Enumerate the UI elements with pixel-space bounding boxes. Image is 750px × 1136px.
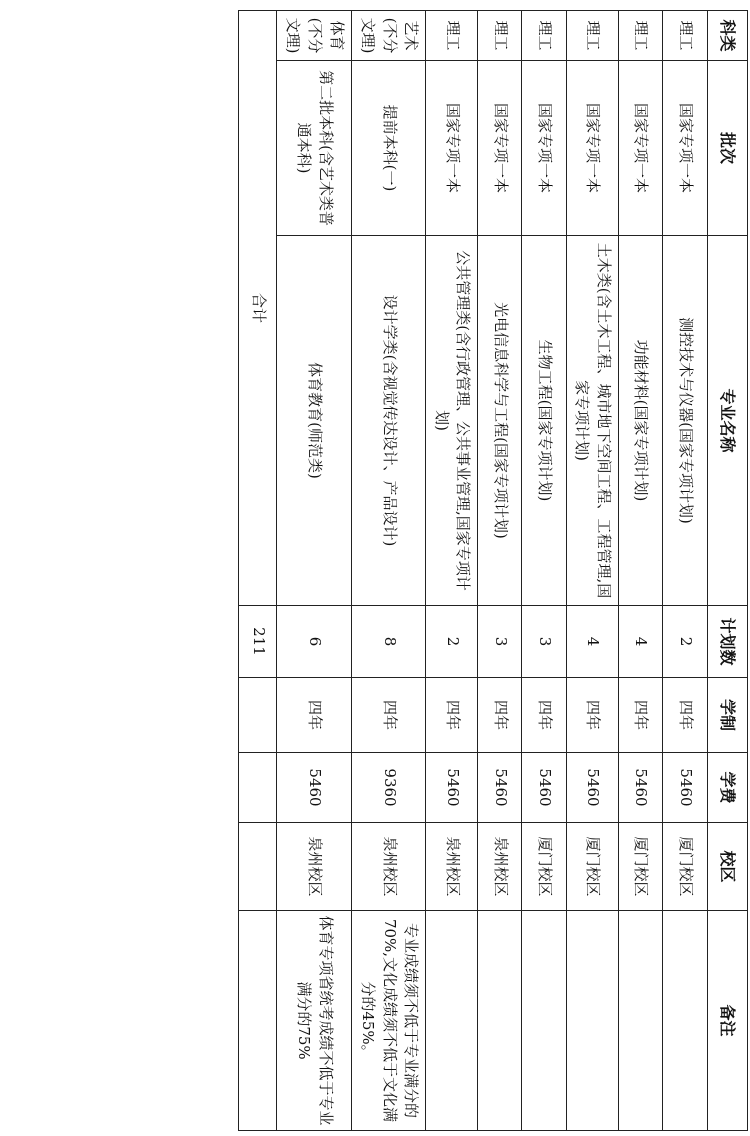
- cell-fee: 5460: [663, 753, 708, 823]
- cell-campus: 厦门校区: [567, 823, 618, 911]
- cell-campus: 泉州校区: [351, 823, 426, 911]
- cell-note: [522, 911, 567, 1131]
- cell-pici: 国家专项一本: [522, 61, 567, 236]
- cell-campus: 厦门校区: [522, 823, 567, 911]
- cell-kelei: 理工: [567, 11, 618, 61]
- cell-note: [426, 911, 477, 1131]
- cell-plan: 6: [277, 606, 352, 678]
- cell-fee: 5460: [618, 753, 663, 823]
- table-row: [351, 11, 426, 1131]
- cell-plan: 2: [663, 606, 708, 678]
- cell-years: 四年: [277, 678, 352, 753]
- cell-campus: 泉州校区: [477, 823, 522, 911]
- header-kelei: 科类: [707, 11, 747, 61]
- cell-years: 四年: [618, 678, 663, 753]
- header-major: 专业名称: [707, 236, 747, 606]
- cell-note: 专业成绩须不低于专业满分的70%,文化成绩须不低于文化满分的45%。: [351, 911, 426, 1131]
- table-header-row: [707, 11, 747, 1131]
- cell-pici: 国家专项一本: [477, 61, 522, 236]
- cell-major: 测控技术与仪器(国家专项计划): [663, 236, 708, 606]
- table-row: [426, 11, 477, 1131]
- cell-major: 体育教育(师范类): [277, 236, 352, 606]
- cell-major: 生物工程(国家专项计划): [522, 236, 567, 606]
- cell-fee: 5460: [522, 753, 567, 823]
- cell-plan: 3: [522, 606, 567, 678]
- cell-note: [618, 911, 663, 1131]
- total-empty-note: [239, 911, 277, 1131]
- cell-fee: 5460: [477, 753, 522, 823]
- cell-pici: 国家专项一本: [663, 61, 708, 236]
- cell-campus: 厦门校区: [618, 823, 663, 911]
- header-campus: 校区: [707, 823, 747, 911]
- cell-pici: 国家专项一本: [618, 61, 663, 236]
- cell-kelei: 理工: [522, 11, 567, 61]
- cell-kelei: 理工: [618, 11, 663, 61]
- cell-years: 四年: [426, 678, 477, 753]
- cell-note: [663, 911, 708, 1131]
- cell-kelei: 理工: [663, 11, 708, 61]
- cell-years: 四年: [522, 678, 567, 753]
- cell-fee: 5460: [567, 753, 618, 823]
- cell-years: 四年: [351, 678, 426, 753]
- cell-fee: 9360: [351, 753, 426, 823]
- total-plan: 211: [239, 606, 277, 678]
- cell-major: 土木类(含土木工程、城市地下空间工程、工程管理,国家专项计划): [567, 236, 618, 606]
- table-row: [477, 11, 522, 1131]
- cell-fee: 5460: [426, 753, 477, 823]
- cell-campus: 泉州校区: [426, 823, 477, 911]
- cell-years: 四年: [567, 678, 618, 753]
- cell-campus: 厦门校区: [663, 823, 708, 911]
- header-plan: 计划数: [707, 606, 747, 678]
- cell-kelei: 理工: [477, 11, 522, 61]
- cell-plan: 3: [477, 606, 522, 678]
- total-row: [239, 11, 277, 1131]
- header-fee: 学费: [707, 753, 747, 823]
- cell-major: 功能材料(国家专项计划): [618, 236, 663, 606]
- table-row: [618, 11, 663, 1131]
- admission-plan-table: [238, 10, 748, 1131]
- cell-plan: 8: [351, 606, 426, 678]
- cell-years: 四年: [663, 678, 708, 753]
- table-row: [277, 11, 352, 1131]
- total-label: 合计: [239, 11, 277, 606]
- admission-plan-sheet: [238, 10, 748, 1130]
- cell-pici: 第二批本科(含艺术类普通本科): [277, 61, 352, 236]
- cell-kelei: 体育(不分文理): [277, 11, 352, 61]
- cell-note: [477, 911, 522, 1131]
- cell-kelei: 理工: [426, 11, 477, 61]
- total-empty-fee: [239, 753, 277, 823]
- table-row: [663, 11, 708, 1131]
- cell-plan: 4: [618, 606, 663, 678]
- cell-major: 光电信息科学与工程(国家专项计划): [477, 236, 522, 606]
- cell-years: 四年: [477, 678, 522, 753]
- cell-kelei: 艺术(不分文理): [351, 11, 426, 61]
- total-empty-years: [239, 678, 277, 753]
- cell-pici: 国家专项一本: [426, 61, 477, 236]
- cell-pici: 国家专项一本: [567, 61, 618, 236]
- table-row: [522, 11, 567, 1131]
- cell-plan: 4: [567, 606, 618, 678]
- cell-campus: 泉州校区: [277, 823, 352, 911]
- header-pici: 批次: [707, 61, 747, 236]
- cell-pici: 提前本科(一): [351, 61, 426, 236]
- cell-fee: 5460: [277, 753, 352, 823]
- header-years: 学制: [707, 678, 747, 753]
- cell-major: 公共管理类(含行政管理、公共事业管理,国家专项计划): [426, 236, 477, 606]
- cell-note: 体育专项省统考成绩不低于专业满分的75%: [277, 911, 352, 1131]
- cell-plan: 2: [426, 606, 477, 678]
- table-row: [567, 11, 618, 1131]
- cell-note: [567, 911, 618, 1131]
- header-note: 备注: [707, 911, 747, 1131]
- cell-major: 设计学类(含视觉传达设计、产品设计): [351, 236, 426, 606]
- total-empty-campus: [239, 823, 277, 911]
